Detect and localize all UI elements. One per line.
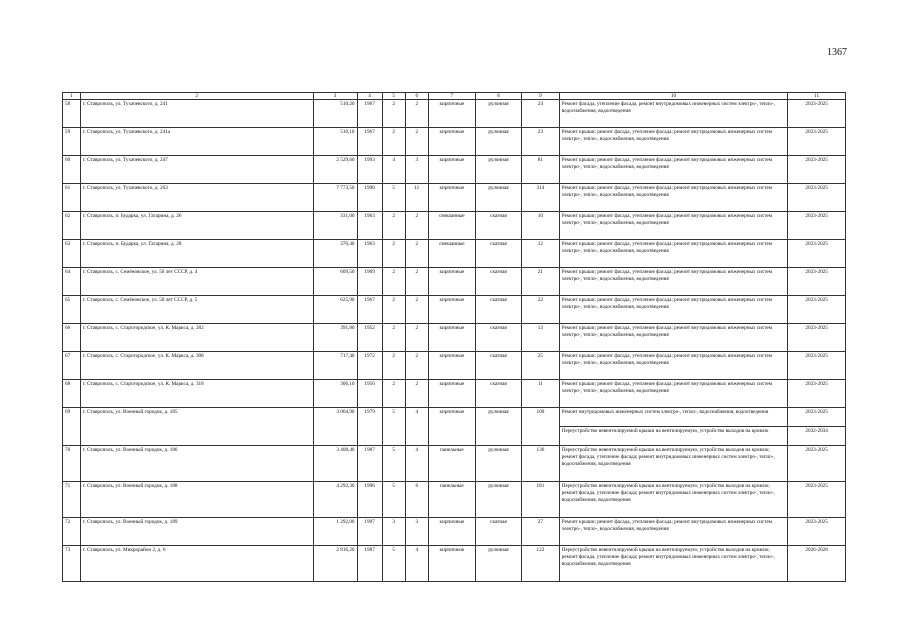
floors-cell: 2 (382, 128, 405, 156)
table-row (63, 446, 846, 482)
area-cell: 625,90 (313, 296, 357, 324)
period-cell: 2023-2025 (788, 482, 846, 518)
year-cell: 1979 (357, 408, 382, 446)
page-number: 1367 (827, 47, 847, 58)
table-row (63, 518, 846, 546)
works-cell: Ремонт крыши; ремонт фасада, утепление фасада; ремонт внутридомовых инженерных систем электро-, тепло-, водоснабжения, водоотведения (559, 156, 788, 184)
table-row (63, 128, 846, 156)
row-number: 58 (63, 100, 81, 128)
residents-cell: 24 (522, 100, 560, 128)
roof-cell: рулонная (475, 100, 521, 128)
table-row (63, 240, 846, 268)
walls-cell: смешанные (428, 240, 475, 268)
walls-cell: кирпичные (428, 100, 475, 128)
address-cell: г. Ставрополь, ул. Военный городок, д. 186 (80, 446, 313, 482)
period-cell: 2023-2025 (788, 184, 846, 212)
year-cell: 1963 (357, 240, 382, 268)
works-cell: Ремонт крыши; ремонт фасада, утепление фасада; ремонт внутридомовых инженерных систем электро-, тепло-, водоснабжения, водоотведения (559, 268, 788, 296)
period-cell: 2023-2025 (788, 156, 846, 184)
address-cell: г. Ставрополь, ул. Микрорайон 2, д. 6 (80, 546, 313, 582)
floors-cell: 5 (382, 482, 405, 518)
address-cell: г. Ставрополь, п. Бударка, ул. Гагарина, д. 28 (80, 240, 313, 268)
column-number: 2 (80, 93, 313, 100)
roof-cell: рулонная (475, 482, 521, 518)
address-cell: г. Ставрополь, ул. Тухачевского, д. 247 (80, 156, 313, 184)
entrances-cell: 3 (405, 156, 428, 184)
table-row (63, 296, 846, 324)
address-cell: г. Ставрополь, с. Старогородское, ул. К. Маркса, д. 308 (80, 352, 313, 380)
year-cell: 1969 (357, 268, 382, 296)
floors-cell: 5 (382, 408, 405, 446)
period-cell: 2023-2025 (788, 296, 846, 324)
row-number: 68 (63, 380, 81, 408)
walls-cell: кирпичные (428, 296, 475, 324)
roof-cell: рулонная (475, 184, 521, 212)
roof-cell: скатная (475, 380, 521, 408)
entrances-cell: 4 (405, 408, 428, 446)
period-cell: 2023-2025 (788, 212, 846, 240)
period-cell: 2032-2034 (788, 427, 846, 446)
residents-cell: 122 (522, 546, 560, 582)
period-cell: 2023-2025 (788, 324, 846, 352)
roof-cell: скатная (475, 324, 521, 352)
area-cell: 370,40 (313, 240, 357, 268)
area-cell: 510,20 (313, 100, 357, 128)
entrances-cell: 2 (405, 212, 428, 240)
row-number: 61 (63, 184, 81, 212)
works-cell: Ремонт внутридомовых инженерных систем электро-, тепло-, водоснабжения, водоотведения (559, 408, 788, 427)
column-number-row (63, 93, 846, 100)
table-row (63, 268, 846, 296)
entrances-cell: 4 (405, 446, 428, 482)
row-number: 70 (63, 446, 81, 482)
row-number: 64 (63, 268, 81, 296)
address-cell: г. Ставрополь, с. Семёновское, ул. 50 лет СССР, д. 4 (80, 268, 313, 296)
year-cell: 1967 (357, 128, 382, 156)
area-cell: 7 773,50 (313, 184, 357, 212)
walls-cell: кирпичные (428, 184, 475, 212)
entrances-cell: 2 (405, 352, 428, 380)
walls-cell: смешанные (428, 212, 475, 240)
area-cell: 3 064,90 (313, 408, 357, 446)
year-cell: 1987 (357, 546, 382, 582)
address-cell: г. Ставрополь, ул. Тухачевского, д. 241 (80, 100, 313, 128)
row-number: 73 (63, 546, 81, 582)
row-number: 60 (63, 156, 81, 184)
row-number: 72 (63, 518, 81, 546)
floors-cell: 2 (382, 240, 405, 268)
column-number: 9 (522, 93, 560, 100)
year-cell: 1967 (357, 100, 382, 128)
roof-cell: рулонная (475, 546, 521, 582)
row-number: 63 (63, 240, 81, 268)
roof-cell: рулонная (475, 446, 521, 482)
year-cell: 1963 (357, 212, 382, 240)
works-cell: Ремонт крыши; ремонт фасада, утепление фасада; ремонт внутридомовых инженерных систем электро-, тепло-, водоснабжения, водоотведения (559, 296, 788, 324)
row-number: 67 (63, 352, 81, 380)
entrances-cell: 2 (405, 296, 428, 324)
row-number: 69 (63, 408, 81, 446)
residents-cell: 314 (522, 184, 560, 212)
floors-cell: 4 (382, 156, 405, 184)
year-cell: 1993 (357, 156, 382, 184)
residents-cell: 22 (522, 296, 560, 324)
residents-cell: 181 (522, 482, 560, 518)
roof-cell: рулонная (475, 156, 521, 184)
column-number: 8 (475, 93, 521, 100)
row-number: 66 (63, 324, 81, 352)
works-cell: Ремонт крыши; ремонт фасада, утепление фасада; ремонт внутридомовых инженерных систем электро-, тепло-, водоснабжения, водоотведения (559, 518, 788, 546)
table-row (63, 324, 846, 352)
period-cell: 2023-2025 (788, 268, 846, 296)
table-row (63, 546, 846, 582)
year-cell: 1990 (357, 184, 382, 212)
walls-cell: кирпичные (428, 408, 475, 446)
entrances-cell: 2 (405, 268, 428, 296)
column-number: 5 (382, 93, 405, 100)
area-cell: 510,10 (313, 128, 357, 156)
residents-cell: 21 (522, 268, 560, 296)
walls-cell: кирпичные (428, 380, 475, 408)
address-cell: г. Ставрополь, с. Семёновское, ул. 50 лет СССР, д. 5 (80, 296, 313, 324)
residents-cell: 136 (522, 446, 560, 482)
column-number: 6 (405, 93, 428, 100)
period-cell: 2026-2028 (788, 546, 846, 582)
period-cell: 2023-2025 (788, 518, 846, 546)
residents-cell: 81 (522, 156, 560, 184)
floors-cell: 2 (382, 100, 405, 128)
table-row (63, 408, 846, 427)
residents-cell: 13 (522, 324, 560, 352)
address-cell: г. Ставрополь, с. Старогородское, ул. К. Маркса, д. 282 (80, 324, 313, 352)
residents-cell: 23 (522, 128, 560, 156)
entrances-cell: 3 (405, 518, 428, 546)
walls-cell: кирпичные (428, 518, 475, 546)
walls-cell: кирпичные (428, 128, 475, 156)
column-number: 10 (559, 93, 788, 100)
works-cell: Ремонт крыши; ремонт фасада, утепление фасада; ремонт внутридомовых инженерных систем электро-, тепло-, водоснабжения, водоотведения (559, 324, 788, 352)
table-row (63, 380, 846, 408)
works-cell: Ремонт крыши; ремонт фасада, утепление фасада; ремонт внутридомовых инженерных систем электро-, тепло-, водоснабжения, водоотведения (559, 352, 788, 380)
area-cell: 306,10 (313, 380, 357, 408)
column-number: 3 (313, 93, 357, 100)
row-number: 71 (63, 482, 81, 518)
address-cell: г. Ставрополь, ул. Тухачевского, д. 241а (80, 128, 313, 156)
walls-cell: панельные (428, 446, 475, 482)
period-cell: 2023-2025 (788, 240, 846, 268)
housing-register-table (62, 92, 846, 582)
walls-cell: кирпичные (428, 546, 475, 582)
works-cell: Переустройство невентилируемой крыши на вентилируемую, устройство выходов на кровлю; ремонт фасада, утепление фасада; ремонт внутридомовых инженерных систем электро-, тепло-, водоснабжения, водоотведения (559, 446, 788, 482)
address-cell: г. Ставрополь, ул. Военный городок, д. 189 (80, 518, 313, 546)
roof-cell: скатная (475, 268, 521, 296)
table-row (63, 100, 846, 128)
entrances-cell: 2 (405, 324, 428, 352)
period-cell: 2023-2025 (788, 128, 846, 156)
walls-cell: кирпичные (428, 156, 475, 184)
address-cell: г. Ставрополь, ул. Военный городок, д. 188 (80, 482, 313, 518)
table-row (63, 482, 846, 518)
floors-cell: 5 (382, 184, 405, 212)
area-cell: 717,40 (313, 352, 357, 380)
table-row (63, 184, 846, 212)
works-cell: Переустройство невентилируемой крыши на вентилируемую, устройство выходов на кровлю (559, 427, 788, 446)
works-cell: Ремонт крыши; ремонт фасада, утепление фасада; ремонт внутридомовых инженерных систем электро-, тепло-, водоснабжения, водоотведения (559, 212, 788, 240)
year-cell: 1952 (357, 324, 382, 352)
walls-cell: кирпичные (428, 352, 475, 380)
period-cell: 2023-2025 (788, 446, 846, 482)
row-number: 62 (63, 212, 81, 240)
table-row (63, 352, 846, 380)
floors-cell: 2 (382, 268, 405, 296)
entrances-cell: 2 (405, 380, 428, 408)
row-number: 65 (63, 296, 81, 324)
area-cell: 331,00 (313, 212, 357, 240)
period-cell: 2023-2025 (788, 100, 846, 128)
residents-cell: 25 (522, 352, 560, 380)
area-cell: 1 292,00 (313, 518, 357, 546)
roof-cell: скатная (475, 212, 521, 240)
works-cell: Переустройство невентилируемой крыши на вентилируемую, устройство выходов на кровлю; ремонт фасада, утепление фасада; ремонт внутридомовых инженерных систем электро-, тепло-, водоснабжения, водоотведения (559, 546, 788, 582)
entrances-cell: 11 (405, 184, 428, 212)
area-cell: 2 816,20 (313, 546, 357, 582)
area-cell: 391,80 (313, 324, 357, 352)
floors-cell: 2 (382, 296, 405, 324)
row-number: 59 (63, 128, 81, 156)
residents-cell: 100 (522, 408, 560, 446)
residents-cell: 12 (522, 240, 560, 268)
floors-cell: 5 (382, 546, 405, 582)
column-number: 11 (788, 93, 846, 100)
address-cell: г. Ставрополь, п. Бударка, ул. Гагарина, д. 26 (80, 212, 313, 240)
column-number: 1 (63, 93, 81, 100)
floors-cell: 2 (382, 352, 405, 380)
floors-cell: 5 (382, 446, 405, 482)
roof-cell: скатная (475, 518, 521, 546)
residents-cell: 10 (522, 212, 560, 240)
walls-cell: кирпичные (428, 324, 475, 352)
column-number: 7 (428, 93, 475, 100)
works-cell: Ремонт крыши; ремонт фасада, утепление фасада; ремонт внутридомовых инженерных систем электро-, тепло-, водоснабжения, водоотведения (559, 184, 788, 212)
works-cell: Переустройство невентилируемой крыши на вентилируемую, устройство выходов на кровлю; ремонт фасада, утепление фасада; ремонт внутридомовых инженерных систем электро-, тепло-, водоснабжения, водоотведения (559, 482, 788, 518)
entrances-cell: 2 (405, 240, 428, 268)
walls-cell: панельные (428, 482, 475, 518)
entrances-cell: 2 (405, 100, 428, 128)
works-cell: Ремонт фасада, утепление фасада, ремонт внутридомовых инженерных систем электро-, тепло-, водоснабжения, водоотведения (559, 100, 788, 128)
table-row (63, 212, 846, 240)
address-cell: г. Ставрополь, с. Старогородское, ул. К. Маркса, д. 318 (80, 380, 313, 408)
floors-cell: 3 (382, 518, 405, 546)
roof-cell: рулонная (475, 128, 521, 156)
residents-cell: 27 (522, 518, 560, 546)
roof-cell: скатная (475, 240, 521, 268)
roof-cell: рулонная (475, 408, 521, 446)
entrances-cell: 6 (405, 482, 428, 518)
floors-cell: 2 (382, 212, 405, 240)
period-cell: 2023-2025 (788, 380, 846, 408)
address-cell: г. Ставрополь, ул. Военный городок, д. 185 (80, 408, 313, 446)
area-cell: 2 529,60 (313, 156, 357, 184)
period-cell: 2023-2025 (788, 408, 846, 427)
year-cell: 1996 (357, 482, 382, 518)
walls-cell: кирпичные (428, 268, 475, 296)
year-cell: 1972 (357, 352, 382, 380)
residents-cell: 11 (522, 380, 560, 408)
floors-cell: 2 (382, 380, 405, 408)
year-cell: 1987 (357, 446, 382, 482)
entrances-cell: 2 (405, 128, 428, 156)
year-cell: 1967 (357, 296, 382, 324)
area-cell: 609,50 (313, 268, 357, 296)
address-cell: г. Ставрополь, ул. Тухачевского, д. 263 (80, 184, 313, 212)
table-row (63, 156, 846, 184)
floors-cell: 2 (382, 324, 405, 352)
area-cell: 4 292,30 (313, 482, 357, 518)
roof-cell: скатная (475, 296, 521, 324)
year-cell: 1997 (357, 518, 382, 546)
period-cell: 2023-2025 (788, 352, 846, 380)
works-cell: Ремонт крыши; ремонт фасада, утепление фасада; ремонт внутридомовых инженерных систем электро-, тепло-, водоснабжения, водоотведения (559, 240, 788, 268)
entrances-cell: 4 (405, 546, 428, 582)
area-cell: 3 408,40 (313, 446, 357, 482)
works-cell: Ремонт крыши; ремонт фасада, утепление фасада; ремонт внутридомовых инженерных систем электро-, тепло-, водоснабжения, водоотведения (559, 380, 788, 408)
year-cell: 1956 (357, 380, 382, 408)
works-cell: Ремонт крыши; ремонт фасада, утепление фасада; ремонт внутридомовых инженерных систем электро-, тепло-, водоснабжения, водоотведения (559, 128, 788, 156)
roof-cell: скатная (475, 352, 521, 380)
column-number: 4 (357, 93, 382, 100)
